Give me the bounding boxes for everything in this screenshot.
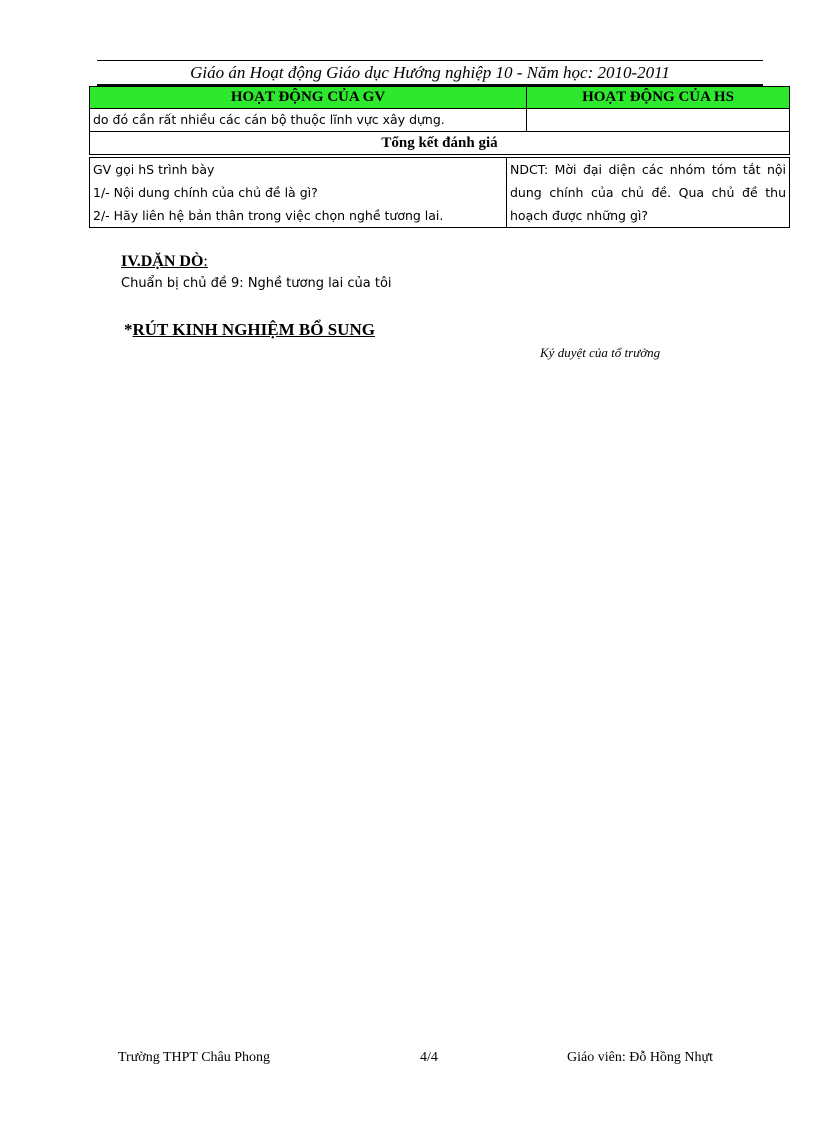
gv-line-1: GV gọi hS trình bày — [93, 162, 215, 177]
gv-line-3: 2/- Hãy liên hệ bản thân trong việc chọn nghề tương lai. — [93, 208, 444, 223]
col-header-gv: HOẠT ĐỘNG CỦA GV — [90, 87, 527, 109]
summary-table — [89, 157, 790, 228]
activity-table — [89, 86, 790, 155]
footer-school: Trường THPT Châu Phong — [118, 1050, 271, 1065]
rut-kinh-nghiem-heading — [124, 320, 375, 340]
footer-teacher: Giáo viên: Đỗ Hồng Nhựt — [567, 1050, 714, 1065]
rut-heading-text: RÚT KINH NGHIỆM BỔ SUNG — [132, 320, 375, 339]
dan-do-colon: : — [203, 253, 208, 270]
summary-gv-cell — [90, 158, 507, 228]
dan-do-text: Chuẩn bị chủ đề 9: Nghề tương lai của tôi — [121, 276, 392, 291]
signature-label: Ký duyệt của tổ trưởng — [540, 345, 661, 360]
dan-do-heading — [121, 253, 208, 271]
page-header-title: Giáo án Hoạt động Giáo dục Hướng nghiệp 10 - Năm học: 2010-2011 — [190, 63, 670, 82]
section-title: Tổng kết đánh giá — [90, 132, 790, 155]
table-row — [90, 109, 790, 132]
gv-line-2: 1/- Nội dung chính của chủ đề là gì? — [93, 185, 318, 200]
hs-text: NDCT: Mời đại diện các nhóm tóm tắt nội dung chính của chủ đề. Qua chủ đề thu hoạch được những gì? — [510, 162, 786, 223]
dan-do-heading-text: IV.DẶN DÒ — [121, 253, 204, 270]
section-row — [90, 132, 790, 155]
table-header-row — [90, 87, 790, 109]
footer-page-number: 4/4 — [420, 1050, 438, 1065]
table-row — [90, 158, 790, 228]
rut-star: * — [124, 320, 133, 339]
summary-hs-cell — [507, 158, 790, 228]
cell-gv: do đó cần rất nhiều các cán bộ thuộc lĩnh vực xây dựng. — [90, 109, 527, 132]
col-header-hs: HOẠT ĐỘNG CỦA HS — [527, 87, 790, 109]
header-top-rule — [97, 60, 763, 61]
cell-hs — [527, 109, 790, 132]
